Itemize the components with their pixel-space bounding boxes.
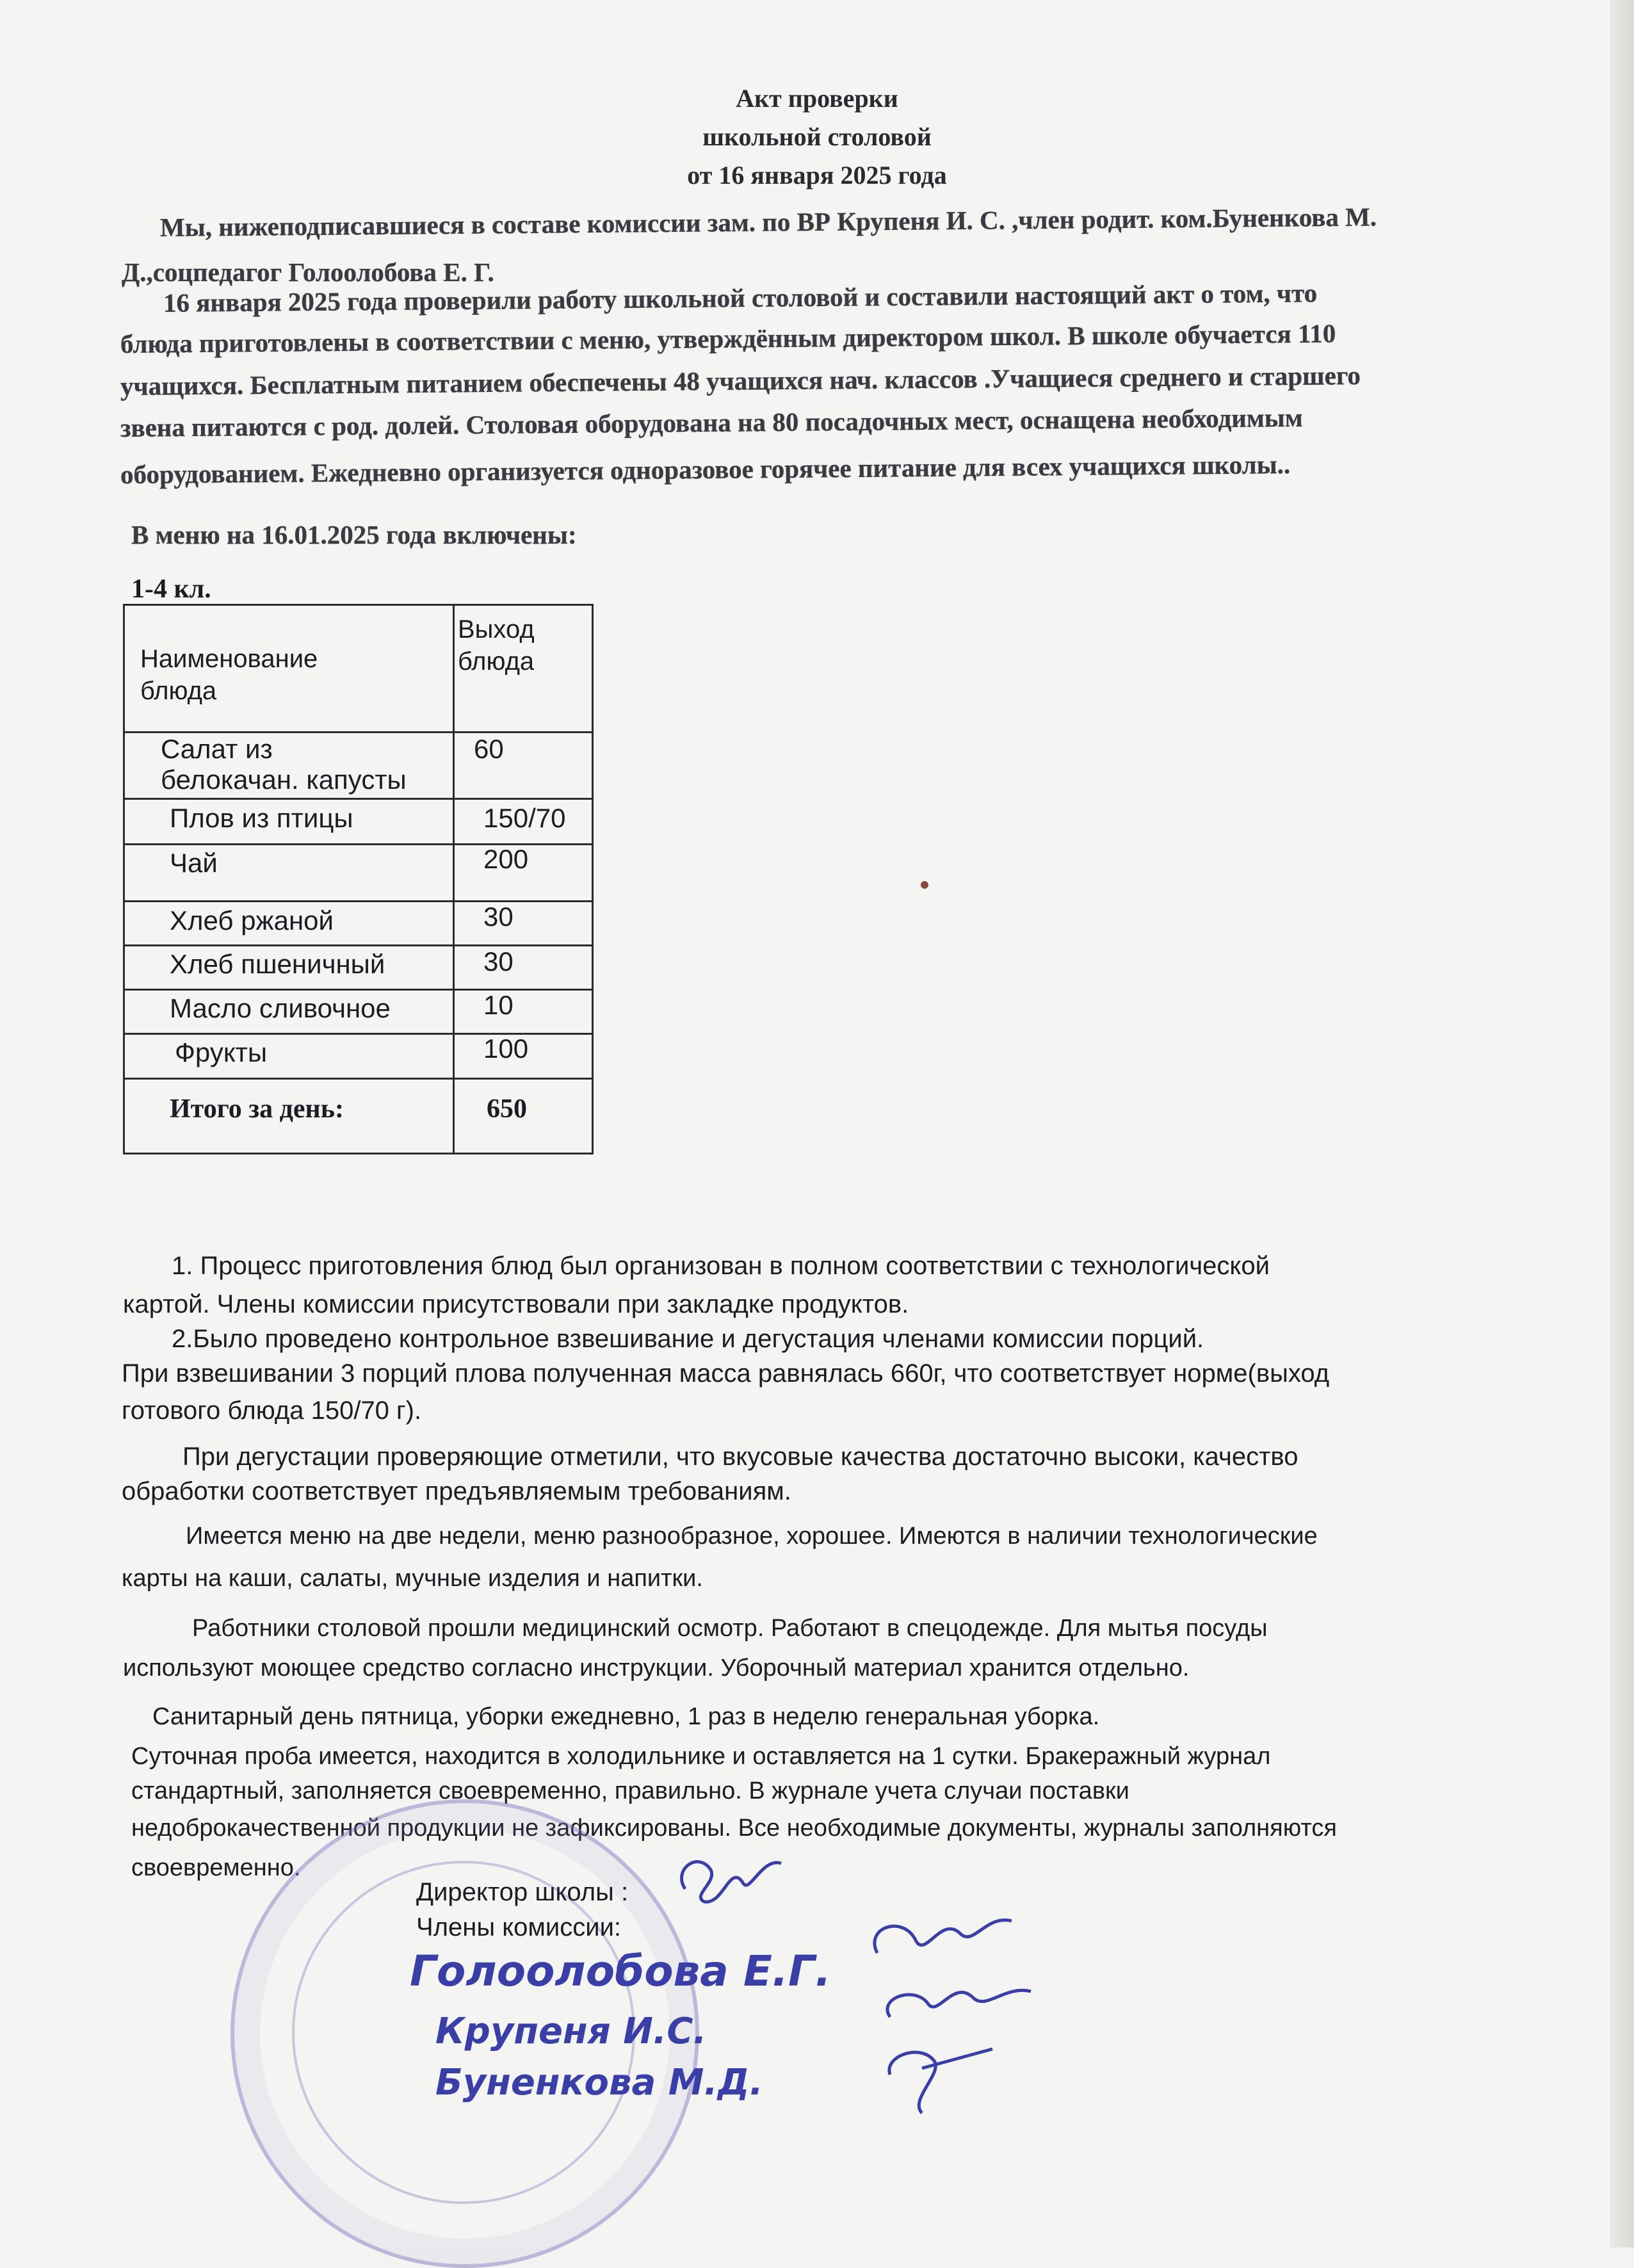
- intro-line: 16 января 2025 года проверили работу школьной столовой и составили настоящий акт о том, что: [163, 278, 1318, 318]
- intro-line: оборудованием. Ежедневно организуется одноразовое горячее питание для всех учащихся школы..: [120, 450, 1291, 489]
- intro-line: блюда приготовлены в соответствии с меню, утверждённым директором школ. В школе обучается 110: [120, 318, 1336, 359]
- table-row-divider: [125, 798, 592, 800]
- table-row-output: 30: [483, 946, 514, 976]
- doc-title-line-1: Акт проверки: [736, 84, 898, 113]
- doc-title-line-3: от 16 января 2025 года: [687, 161, 947, 190]
- body-line: недоброкачественной продукции не зафиксированы. Все необходимые документы, журналы заполняются: [131, 1815, 1337, 1842]
- intro-line: звена питаются с род. долей. Столовая оборудована на 80 посадочных мест, оснащена необходимым: [120, 402, 1303, 442]
- table-header-name-line: Наименование: [140, 645, 318, 673]
- table-row-divider: [125, 900, 592, 902]
- table-row-output: 100: [483, 1033, 529, 1064]
- table-header-output-line: блюда: [458, 647, 535, 676]
- scan-edge: [1610, 0, 1634, 2248]
- table-row-name: Хлеб ржаной: [170, 905, 334, 936]
- table-column-divider: [453, 606, 455, 1153]
- body-line: 2.Было проведено контрольное взвешивание и дегустация членами комиссии порций.: [172, 1325, 1204, 1353]
- table-header-name: [140, 643, 318, 707]
- table-total-label: Итого за день:: [170, 1094, 344, 1124]
- intro-line: Мы, нижеподписавшиеся в составе комиссии зам. по ВР Крупеня И. С. ,член родит. ком.Буненкова М.: [159, 202, 1377, 242]
- doc-title-line-2: школьной столовой: [702, 122, 932, 151]
- body-line: 1. Процесс приготовления блюд был организован в полном соответствии с технологической: [172, 1252, 1270, 1280]
- table-row-name: [161, 734, 407, 795]
- body-line: Суточная проба имеется, находится в холодильнике и оставляется на 1 сутки. Бракеражный журнал: [131, 1743, 1271, 1770]
- table-row-output: 200: [483, 844, 529, 874]
- table-row-output: 30: [483, 902, 514, 932]
- members-label: Члены комиссии:: [416, 1913, 622, 1941]
- member-signatures-scribble: [864, 1908, 1056, 2119]
- table-header-name-line: блюда: [140, 677, 217, 705]
- table-row-divider: [125, 731, 592, 733]
- body-line: Санитарный день пятница, уборки ежедневно, 1 раз в неделю генеральная уборка.: [152, 1703, 1100, 1730]
- table-row-name: Хлеб пшеничный: [170, 949, 385, 979]
- scan-speck: [921, 881, 928, 889]
- body-line: используют моющее средство согласно инструкции. Уборочный материал хранится отдельно.: [123, 1655, 1190, 1681]
- table-row-name: Масло сливочное: [170, 993, 391, 1023]
- dish-name-line: белокачан. капусты: [161, 765, 407, 795]
- menu-table: [123, 604, 594, 1154]
- body-line: своевременно.: [131, 1854, 301, 1881]
- body-line: Имеется меню на две недели, меню разнообразное, хорошее. Имеются в наличии технологические: [186, 1523, 1318, 1550]
- table-row-name: Чай: [170, 848, 218, 878]
- intro-line: Д.,соцпедагог Голоолобова Е. Г.: [122, 257, 494, 287]
- table-total-value: 650: [487, 1094, 527, 1124]
- member-name-signature: Крупеня И.С.: [435, 2011, 707, 2052]
- body-line: При дегустации проверяющие отметили, что вкусовые качества достаточно высоки, качество: [182, 1443, 1298, 1471]
- table-row-output: 60: [474, 734, 504, 764]
- table-row-divider: [125, 944, 592, 946]
- body-line: стандартный, заполняется своевременно, правильно. В журнале учета случаи поставки: [131, 1778, 1129, 1804]
- body-line: готового блюда 150/70 г).: [122, 1397, 422, 1425]
- member-name-signature: Буненкова М.Д.: [435, 2062, 763, 2103]
- intro-line: учащихся. Бесплатным питанием обеспечены 48 учащихся нач. классов .Учащиеся среднего и старшего: [120, 360, 1361, 401]
- table-row-name: Фрукты: [175, 1037, 268, 1067]
- table-row-output: 10: [483, 990, 514, 1020]
- member-name-signature: Голоолобова Е.Г.: [410, 1947, 832, 1996]
- class-label: 1-4 кл.: [131, 574, 211, 604]
- table-row-name: Плов из птицы: [170, 803, 353, 833]
- body-line: обработки соответствует предъявляемым требованиям.: [122, 1477, 791, 1505]
- body-line: Работники столовой прошли медицинский осмотр. Работают в спецодежде. Для мытья посуды: [192, 1615, 1268, 1642]
- table-row-output: 150/70: [483, 803, 566, 833]
- table-row-divider: [125, 1078, 592, 1080]
- menu-intro-line: В меню на 16.01.2025 года включены:: [131, 520, 577, 549]
- dish-name-line: Салат из: [161, 734, 273, 764]
- table-header-output: [458, 613, 535, 677]
- director-signature: [672, 1844, 800, 1915]
- body-line: При взвешивании 3 порций плова полученная масса равнялась 660г, что соответствует норме(выход: [122, 1359, 1330, 1388]
- table-row-divider: [125, 989, 592, 991]
- body-line: карты на каши, салаты, мучные изделия и напитки.: [122, 1565, 703, 1592]
- director-label: Директор школы :: [416, 1878, 629, 1906]
- table-header-output-line: Выход: [458, 615, 535, 644]
- body-line: картой. Члены комиссии присутствовали при закладке продуктов.: [123, 1290, 909, 1318]
